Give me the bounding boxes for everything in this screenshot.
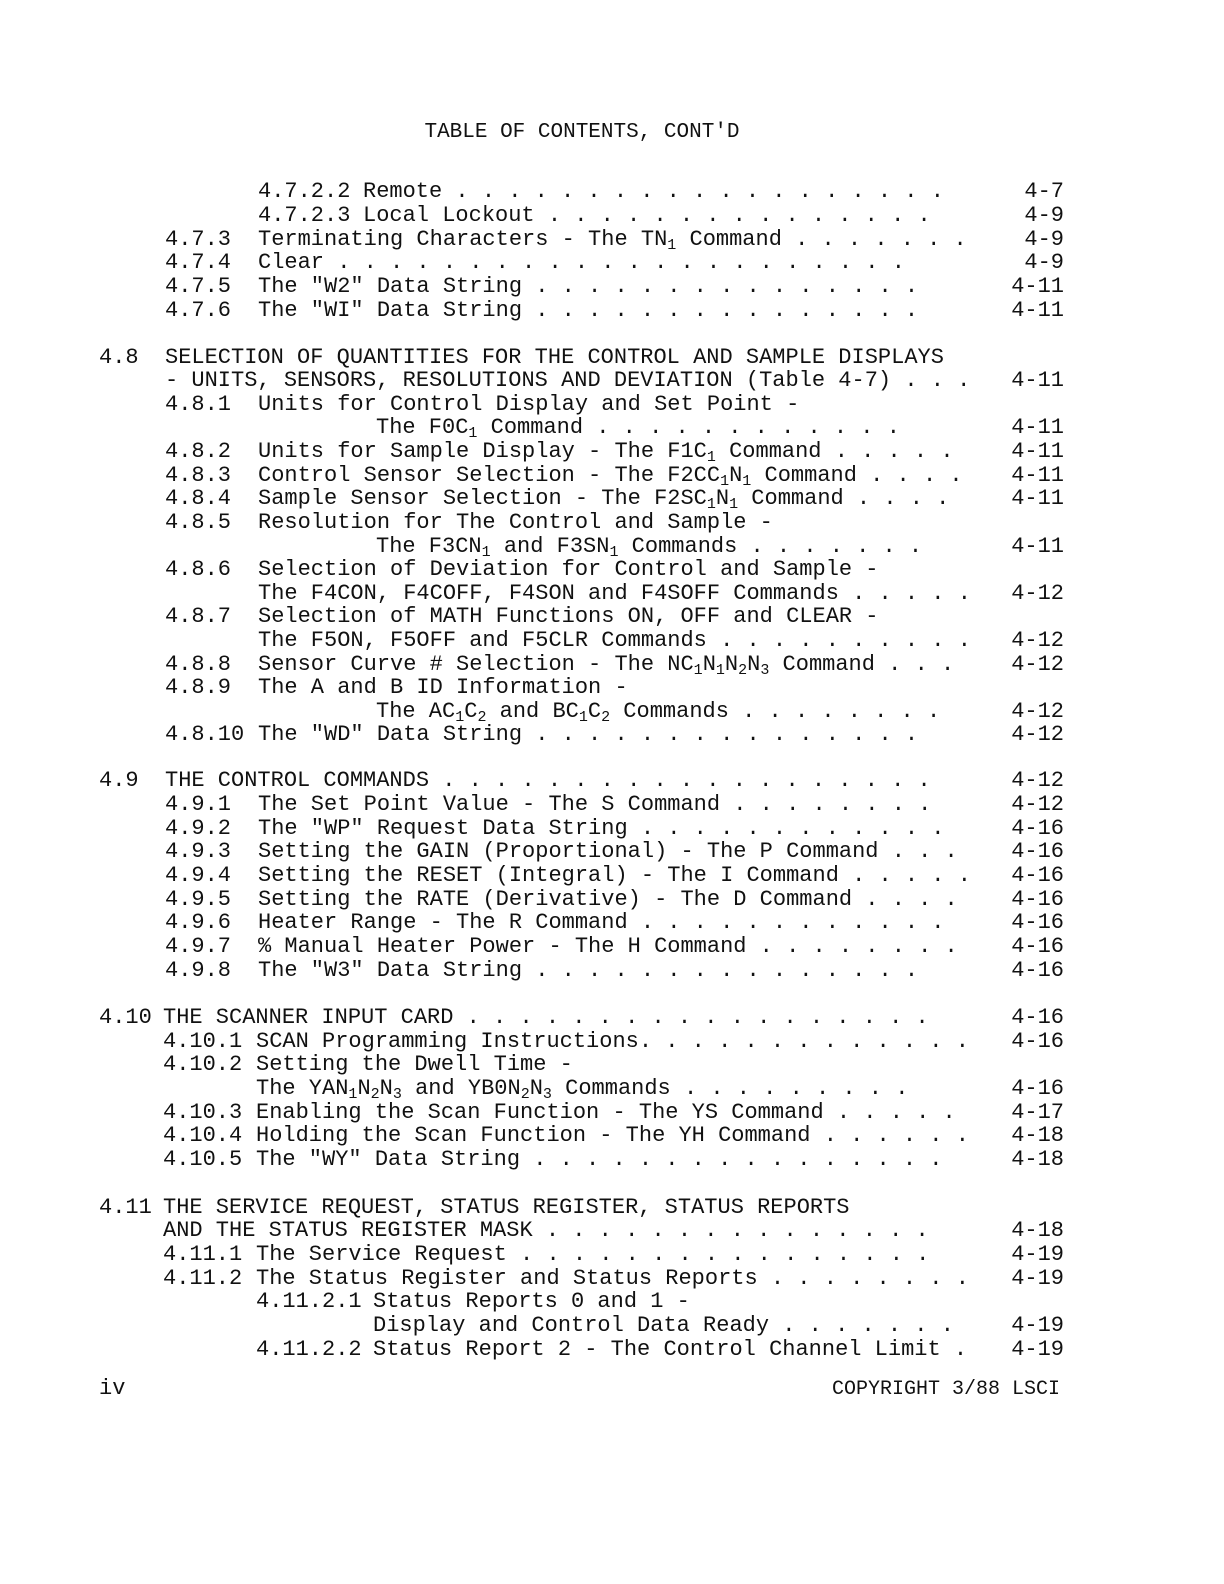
- toc-entry-title: [258, 228, 967, 252]
- toc-entry-number: 4.9.6: [165, 910, 232, 935]
- toc-entry-number: 4.9.1: [165, 792, 232, 817]
- toc-entry-number: 4.9.8: [165, 958, 232, 983]
- toc-entry-number: 4.7.3: [165, 227, 232, 252]
- toc-entry-title: Heater Range - The R Command . . . . . . . . . . . .: [258, 910, 945, 935]
- toc-entry-page: 4-12: [1011, 722, 1064, 747]
- toc-entry-number: 4.8.2: [165, 439, 232, 464]
- toc-title-segment: Sensor Curve # Selection - The NC: [258, 652, 694, 677]
- toc-entry-page: 4-12: [1011, 581, 1064, 606]
- toc-entry-number: 4.7.6: [165, 298, 232, 323]
- toc-title-subscript: 1: [706, 496, 716, 513]
- toc-entry-page: 4-19: [1011, 1313, 1064, 1338]
- toc-entry-title: The "WY" Data String . . . . . . . . . . . . . . . .: [256, 1147, 943, 1172]
- toc-entry-page: 4-16: [1011, 1029, 1064, 1054]
- toc-entry-number: 4.11.2.1: [256, 1289, 362, 1314]
- toc-entry-page: 4-12: [1011, 792, 1064, 817]
- toc-title-segment: Command . . . .: [751, 463, 963, 488]
- toc-entry-page: 4-11: [1011, 274, 1064, 299]
- toc-entry-title: The "W3" Data String . . . . . . . . . . . . . . .: [258, 958, 919, 983]
- toc-title-segment: N: [715, 486, 730, 511]
- toc-title-segment: and YB0N: [401, 1076, 521, 1101]
- toc-entry-number: 4.8.8: [165, 652, 232, 677]
- toc-entry-title: [256, 1077, 908, 1101]
- toc-title-subscript: 1: [455, 709, 465, 726]
- toc-entry-title: Status Report 2 - The Control Channel Limit .: [373, 1337, 968, 1362]
- toc-entry-page: 4-19: [1011, 1266, 1064, 1291]
- toc-entry-page: 4-16: [1011, 863, 1064, 888]
- toc-entry-number: 4.8.4: [165, 486, 232, 511]
- toc-title-segment: Command . . . . . . . . . . . .: [477, 415, 900, 440]
- toc-title-segment: Control Sensor Selection - The F2CC: [258, 463, 721, 488]
- toc-title-subscript: 1: [720, 473, 730, 490]
- toc-title-segment: Commands . . . . . . . .: [610, 699, 941, 724]
- toc-entry-title: [376, 700, 940, 724]
- toc-entry-page: 4-18: [1011, 1123, 1064, 1148]
- toc-entry-title: Holding the Scan Function - The YH Command . . . . . .: [256, 1123, 969, 1148]
- toc-entry-page: 4-16: [1011, 958, 1064, 983]
- toc-entry-title: % Manual Heater Power - The H Command . . . . . . . .: [258, 934, 958, 959]
- toc-entry-page: 4-19: [1011, 1337, 1064, 1362]
- toc-entry-number: 4.8.6: [165, 557, 232, 582]
- toc-entry-page: 4-11: [1011, 534, 1064, 559]
- toc-entry-title: Selection of MATH Functions ON, OFF and CLEAR -: [258, 604, 879, 629]
- toc-title-segment: Command . . . .: [738, 486, 950, 511]
- toc-title-segment: N: [357, 1076, 371, 1101]
- toc-title-segment: N: [729, 463, 743, 488]
- toc-entry-title: The "WD" Data String . . . . . . . . . . . . . . .: [258, 722, 919, 747]
- toc-entry-title: The "WP" Request Data String . . . . . . . . . . . .: [258, 816, 945, 841]
- toc-title-segment: The F0C: [376, 415, 469, 440]
- toc-entry-page: 4-16: [1011, 839, 1064, 864]
- toc-entry-title: [258, 487, 949, 511]
- toc-entry-title: Local Lockout . . . . . . . . . . . . . . .: [363, 203, 931, 228]
- toc-title-subscript: 2: [738, 662, 748, 679]
- toc-entry-title: [376, 535, 922, 559]
- toc-title-subscript: 1: [609, 544, 619, 561]
- toc-title-subscript: 1: [693, 662, 703, 679]
- toc-entry-number: 4.9.5: [165, 887, 232, 912]
- toc-entry-page: 4-11: [1011, 463, 1064, 488]
- toc-entry-title: The Status Register and Status Reports . . . . . . . .: [256, 1266, 969, 1291]
- toc-entry-number: 4.9.7: [165, 934, 232, 959]
- footer-copyright: COPYRIGHT 3/88 LSCI: [831, 1378, 1060, 1401]
- toc-entry-number: 4.8.1: [165, 392, 232, 417]
- toc-entry-title: [258, 440, 954, 464]
- toc-entry-page: 4-12: [1011, 768, 1064, 793]
- toc-entry-page: 4-7: [1024, 179, 1064, 204]
- toc-entry-title: Remote . . . . . . . . . . . . . . . . . . .: [363, 179, 944, 204]
- toc-entry-number: 4.9: [99, 768, 139, 793]
- toc-entry-title: Setting the RESET (Integral) - The I Command . . . . .: [258, 863, 971, 888]
- toc-title-segment: C: [587, 699, 602, 724]
- toc-title-subscript: 1: [742, 473, 752, 490]
- toc-entry-title: The Set Point Value - The S Command . . . . . . . .: [258, 792, 932, 817]
- toc-entry-number: 4.11.2: [163, 1266, 243, 1291]
- toc-entry-number: 4.10.2: [163, 1052, 243, 1077]
- toc-entry-page: 4-11: [1011, 415, 1064, 440]
- toc-title-segment: and BC: [486, 699, 579, 724]
- toc-title-subscript: 2: [601, 709, 611, 726]
- toc-entry-number: 4.7.2.2: [258, 179, 351, 204]
- toc-entry-page: 4-12: [1011, 652, 1064, 677]
- footer-page-number: iv: [99, 1376, 126, 1401]
- toc-entry-title: The F4CON, F4COFF, F4SON and F4SOFF Commands . . . . .: [258, 581, 971, 606]
- toc-entry-page: 4-16: [1011, 887, 1064, 912]
- toc-title-subscript: 1: [578, 709, 588, 726]
- toc-entry-title: The A and B ID Information -: [258, 675, 628, 700]
- toc-title-segment: The AC: [376, 699, 456, 724]
- toc-entry-title: AND THE STATUS REGISTER MASK . . . . . . . . . . . . . . .: [163, 1218, 929, 1243]
- toc-entry-number: 4.7.4: [165, 250, 232, 275]
- toc-entry-title: The F5ON, F5OFF and F5CLR Commands . . . . . . . . . .: [258, 628, 971, 653]
- toc-entry-title: Setting the Dwell Time -: [256, 1052, 573, 1077]
- toc-title-subscript: 2: [370, 1086, 380, 1103]
- toc-title-segment: Units for Sample Display - The F1C: [258, 439, 707, 464]
- toc-title-segment: N: [702, 652, 716, 677]
- toc-entry-page: 4-9: [1024, 203, 1064, 228]
- toc-entry-page: 4-18: [1011, 1218, 1064, 1243]
- toc-entry-page: 4-18: [1011, 1147, 1064, 1172]
- toc-entry-number: 4.10.4: [163, 1123, 243, 1148]
- toc-entry-page: 4-19: [1011, 1242, 1064, 1267]
- toc-entry-number: 4.7.2.3: [258, 203, 351, 228]
- toc-entry-number: 4.10.1: [163, 1029, 243, 1054]
- toc-title-subscript: 1: [667, 237, 677, 254]
- toc-entry-title: THE CONTROL COMMANDS . . . . . . . . . . . . . . . . . . .: [165, 768, 931, 793]
- toc-entry-page: 4-12: [1011, 699, 1064, 724]
- toc-entry-number: 4.9.4: [165, 863, 232, 888]
- toc-title-segment: C: [464, 699, 478, 724]
- toc-entry-title: [376, 416, 900, 440]
- toc-entry-title: The "W2" Data String . . . . . . . . . . . . . . .: [258, 274, 919, 299]
- toc-entry-number: 4.8.3: [165, 463, 232, 488]
- toc-entry-title: The "WI" Data String . . . . . . . . . . . . . . .: [258, 298, 919, 323]
- toc-title-subscript: 1: [715, 662, 725, 679]
- toc-entry-number: 4.8.9: [165, 675, 232, 700]
- toc-entry-page: 4-11: [1011, 439, 1064, 464]
- toc-title-segment: Command . . .: [769, 652, 955, 677]
- toc-entry-number: 4.8.7: [165, 604, 232, 629]
- toc-title-segment: N: [379, 1076, 393, 1101]
- toc-title-segment: The F3CN: [376, 534, 482, 559]
- toc-entry-page: 4-16: [1011, 816, 1064, 841]
- toc-entry-page: 4-16: [1011, 1076, 1064, 1101]
- toc-entry-number: 4.8.5: [165, 510, 232, 535]
- toc-entry-title: The Service Request . . . . . . . . . . . . . . . .: [256, 1242, 930, 1267]
- toc-entry-number: 4.10: [99, 1005, 152, 1030]
- toc-entry-number: 4.8: [99, 345, 139, 370]
- toc-entry-title: Display and Control Data Ready . . . . . . .: [373, 1313, 954, 1338]
- toc-entry-title: SCAN Programming Instructions. . . . . . . . . . . . .: [256, 1029, 969, 1054]
- toc-entry-page: 4-16: [1011, 934, 1064, 959]
- toc-entry-title: [258, 464, 963, 488]
- toc-entry-title: [258, 653, 954, 677]
- toc-title-segment: Sample Sensor Selection - The F2SC: [258, 486, 707, 511]
- toc-title-subscript: 2: [520, 1086, 530, 1103]
- toc-entry-page: 4-12: [1011, 628, 1064, 653]
- toc-entry-page: 4-16: [1011, 910, 1064, 935]
- toc-entry-title: - UNITS, SENSORS, RESOLUTIONS AND DEVIATION (Table 4-7) . . .: [165, 368, 971, 393]
- toc-entry-page: 4-16: [1011, 1005, 1064, 1030]
- toc-entry-number: 4.7.5: [165, 274, 232, 299]
- toc-title-segment: N: [724, 652, 739, 677]
- page-title: TABLE OF CONTENTS, CONT'D: [424, 121, 740, 144]
- toc-title-subscript: 3: [542, 1086, 552, 1103]
- toc-title-segment: Commands . . . . . . .: [618, 534, 923, 559]
- toc-entry-title: Enabling the Scan Function - The YS Command . . . . .: [256, 1100, 956, 1125]
- toc-entry-title: Setting the RATE (Derivative) - The D Command . . . .: [258, 887, 958, 912]
- toc-entry-number: 4.10.5: [163, 1147, 243, 1172]
- toc-entry-page: 4-11: [1011, 298, 1064, 323]
- toc-entry-number: 4.9.2: [165, 816, 232, 841]
- toc-entry-title: Selection of Deviation for Control and Sample -: [258, 557, 879, 582]
- toc-title-subscript: 3: [760, 662, 770, 679]
- toc-title-subscript: 1: [729, 496, 739, 513]
- toc-entry-number: 4.8.10: [165, 722, 245, 747]
- toc-title-segment: and F3SN: [490, 534, 610, 559]
- toc-entry-title: Resolution for The Control and Sample -: [258, 510, 773, 535]
- toc-title-subscript: 1: [481, 544, 491, 561]
- toc-title-subscript: 1: [468, 425, 478, 442]
- toc-entry-number: 4.11.2.2: [256, 1337, 362, 1362]
- toc-title-segment: N: [529, 1076, 543, 1101]
- toc-entry-page: 4-17: [1011, 1100, 1064, 1125]
- toc-entry-page: 4-11: [1011, 486, 1064, 511]
- toc-title-segment: The YAN: [256, 1076, 349, 1101]
- toc-entry-title: Setting the GAIN (Proportional) - The P Command . . .: [258, 839, 958, 864]
- toc-entry-page: 4-9: [1024, 250, 1064, 275]
- toc-entry-number: 4.10.3: [163, 1100, 243, 1125]
- toc-entry-title: THE SERVICE REQUEST, STATUS REGISTER, STATUS REPORTS: [163, 1195, 850, 1220]
- toc-title-subscript: 3: [392, 1086, 402, 1103]
- toc-title-segment: Commands . . . . . . . . .: [551, 1076, 909, 1101]
- toc-title-subscript: 1: [348, 1086, 358, 1103]
- toc-title-segment: N: [747, 652, 761, 677]
- toc-entry-number: 4.11.1: [163, 1242, 243, 1267]
- toc-title-segment: Command . . . . . . .: [676, 227, 967, 252]
- toc-entry-number: 4.11: [99, 1195, 152, 1220]
- toc-entry-title: Status Reports 0 and 1 -: [373, 1289, 690, 1314]
- toc-entry-title: SELECTION OF QUANTITIES FOR THE CONTROL AND SAMPLE DISPLAYS: [165, 345, 944, 370]
- toc-entry-title: THE SCANNER INPUT CARD . . . . . . . . . . . . . . . . . .: [163, 1005, 929, 1030]
- toc-entry-title: Clear . . . . . . . . . . . . . . . . . . . . . .: [258, 250, 905, 275]
- toc-title-subscript: 2: [477, 709, 487, 726]
- toc-title-subscript: 1: [706, 449, 716, 466]
- toc-title-segment: Terminating Characters - The TN: [258, 227, 668, 252]
- toc-entry-number: 4.9.3: [165, 839, 232, 864]
- toc-entry-page: 4-11: [1011, 368, 1064, 393]
- toc-entry-page: 4-9: [1024, 227, 1064, 252]
- toc-entry-title: Units for Control Display and Set Point -: [258, 392, 800, 417]
- toc-title-segment: Command . . . . .: [715, 439, 954, 464]
